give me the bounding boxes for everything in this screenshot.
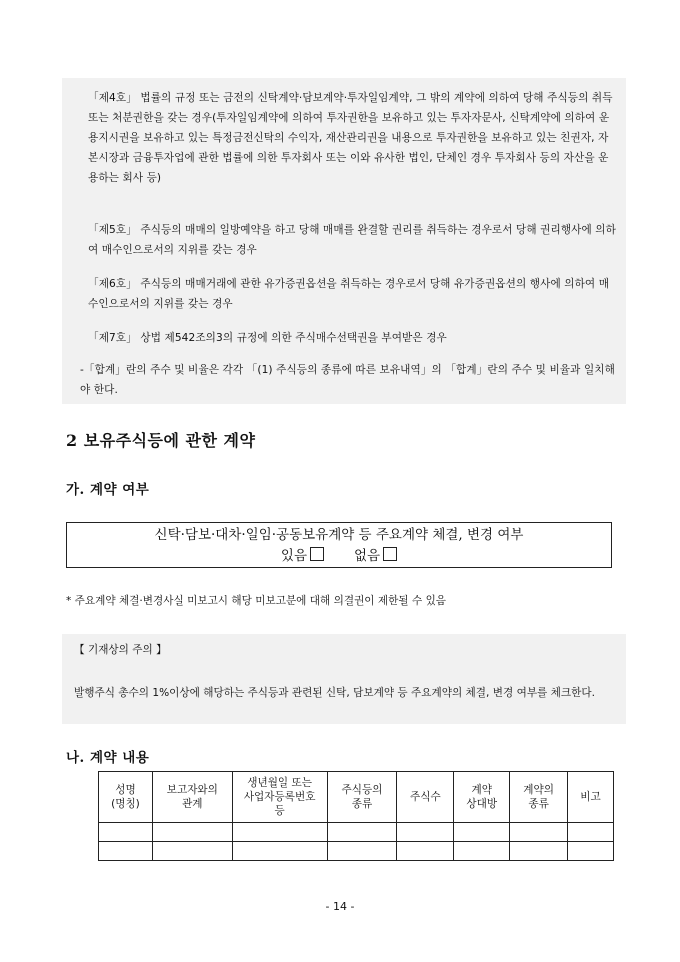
table-cell[interactable] bbox=[510, 842, 568, 861]
contract-table bbox=[98, 771, 614, 861]
table-cell[interactable] bbox=[99, 842, 153, 861]
table-cell[interactable] bbox=[327, 842, 397, 861]
caution-text: 발행주식 총수의 1%이상에 해당하는 주식등과 관련된 신탁, 담보계약 등 주요계약의 체결, 변경 여부를 체크한다. bbox=[74, 687, 595, 699]
subsection-b-title: 나. 계약 내용 bbox=[66, 750, 150, 766]
table-cell[interactable] bbox=[568, 842, 614, 861]
table-row bbox=[99, 823, 614, 842]
note-item-4: 「제4호」 법률의 규정 또는 금전의 신탁계약·담보계약·투자일임계약, 그 밖의 계약에 의하여 당해 주식등의 취득 또는 처분권한을 갖는 경우(투자일임계약에 의하여 투자권한을 보유하고 있는 투자자문사, 신탁계약에 의하여 운용지시권을 보유하고 있는 특정금전신탁의 수익자, 재산관리권을 내용으로 투자권한을 보유하고 있는 친권자, 자본시장과 금융투자업에 관한 법률에 의한 투자회사 또는 이와 유사한 법인, 단체인 경우 투자회사 등의 자산을 운용하는 회사 등) bbox=[88, 92, 613, 184]
table-cell[interactable] bbox=[397, 842, 454, 861]
note-item-7: 「제7호」 상법 제542조의3의 규정에 의한 주식매수선택권을 부여받은 경우 bbox=[88, 332, 447, 344]
subsection-a-title: 가. 계약 여부 bbox=[66, 482, 150, 498]
section-title: 2 보유주식등에 관한 계약 bbox=[66, 431, 256, 450]
table-cell[interactable] bbox=[568, 823, 614, 842]
table-cell[interactable] bbox=[152, 842, 232, 861]
contract-question: 신탁·담보·대차·일임·공동보유계약 등 주요계약 체결, 변경 여부 bbox=[154, 527, 524, 543]
table-header-row bbox=[99, 772, 614, 823]
header-share-count: 주식수 bbox=[397, 772, 454, 823]
note-item-6: 「제6호」 주식등의 매매거래에 관한 유가증권옵션을 취득하는 경우로서 당해 유가증권옵션의 행사에 의하여 매수인으로서의 지위를 갖는 경우 bbox=[88, 278, 610, 310]
header-name: 성명 (명칭) bbox=[99, 772, 153, 823]
no-checkbox[interactable] bbox=[383, 547, 397, 561]
header-contract-type: 계약의 종류 bbox=[510, 772, 568, 823]
table-cell[interactable] bbox=[232, 842, 327, 861]
caution-box bbox=[62, 634, 626, 724]
no-label: 없음 bbox=[354, 548, 381, 564]
table-cell[interactable] bbox=[232, 823, 327, 842]
table-cell[interactable] bbox=[397, 823, 454, 842]
note-total-instruction: -「합계」란의 주수 및 비율은 각각 「(1) 주식등의 종류에 따른 보유내역」의 「합계」란의 주수 및 비율과 일치해야 한다. bbox=[80, 364, 615, 396]
footnote: * 주요계약 체결·변경사실 미보고시 해당 미보고분에 대해 의결권이 제한될 수 있음 bbox=[66, 595, 447, 607]
header-relation: 보고자와의 관계 bbox=[152, 772, 232, 823]
table-cell[interactable] bbox=[152, 823, 232, 842]
table-row bbox=[99, 842, 614, 861]
table-cell[interactable] bbox=[454, 823, 510, 842]
table-cell[interactable] bbox=[99, 823, 153, 842]
header-birth-or-regno: 생년월일 또는 사업자등록번호 등 bbox=[232, 772, 327, 823]
table-cell[interactable] bbox=[454, 842, 510, 861]
table-cell[interactable] bbox=[510, 823, 568, 842]
yes-label: 있음 bbox=[280, 548, 307, 564]
header-counterparty: 계약 상대방 bbox=[454, 772, 510, 823]
caution-title: 【 기재상의 주의 】 bbox=[74, 644, 167, 656]
notes-box bbox=[62, 78, 626, 404]
header-stock-type: 주식등의 종류 bbox=[327, 772, 397, 823]
table-cell[interactable] bbox=[327, 823, 397, 842]
header-remarks: 비고 bbox=[568, 772, 614, 823]
note-item-5: 「제5호」 주식등의 매매의 일방예약을 하고 당해 매매를 완결할 권리를 취득하는 경우로서 당해 권리행사에 의하여 매수인으로서의 지위를 갖는 경우 bbox=[88, 224, 616, 256]
contract-options bbox=[67, 546, 611, 567]
contract-question-box bbox=[66, 522, 612, 568]
yes-checkbox[interactable] bbox=[310, 547, 324, 561]
page-number: - 14 - bbox=[325, 900, 355, 913]
